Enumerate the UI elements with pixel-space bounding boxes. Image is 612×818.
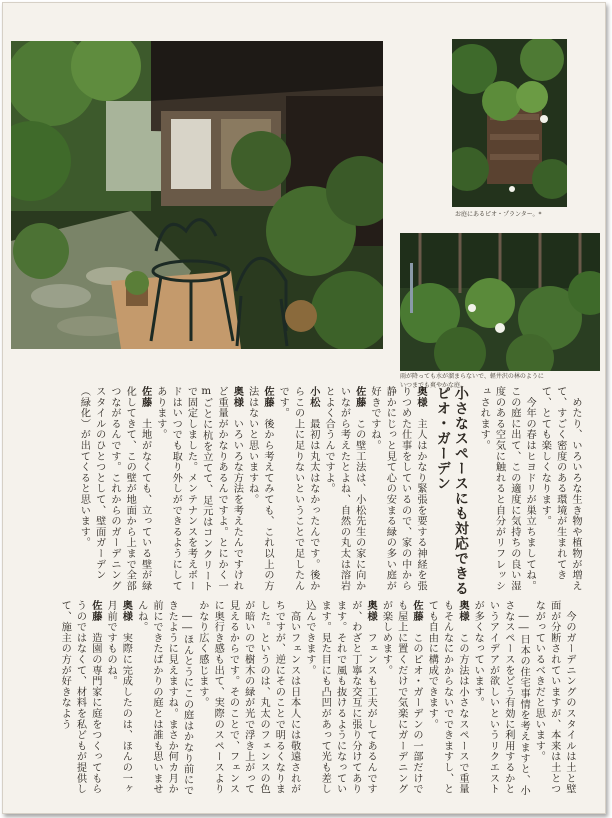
- paragraph: [195, 600, 302, 805]
- paragraph-text: このピオ・ガーデンの一部だけでも屋上に置くだけで気楽にガーデニングが楽しめます。: [380, 600, 423, 795]
- speaker-name: 奥様: [120, 600, 132, 622]
- paragraph: [103, 600, 134, 805]
- paragraph-text: いろいろな方法を考えたんですけれど重量がかなりあるんですよ。とにかく一mごとに杭を立てて、足元はコンクリートで固定しました。メンテナンスを考えボードはいつでも取り外しができるようにしてあります。: [154, 386, 243, 592]
- planter-caption: お庭にあるピオ・プランター。*: [455, 211, 542, 218]
- paragraph: [470, 600, 531, 805]
- yard-illustration: [400, 233, 600, 371]
- paragraph: [531, 600, 577, 805]
- paragraph-text: めたり、いろいろな生き物や植物が増えて、すごく密度のある環境が生まれてきて、とても楽しくなります。: [539, 386, 581, 592]
- garden-terrace-illustration: [11, 41, 383, 349]
- paragraph-text: ――日本の住宅事情を考えますと、小さなスペースをどう有効に利用するかというアイデアが欲しいというリクエストが多くなっています。: [472, 600, 530, 797]
- paragraph-text: 最初は丸太はなかったんです。後からこの上に足りないということで足したんです。: [277, 386, 319, 592]
- section-heading: 小さなスペースにも対応できるピオ・ガーデン: [434, 386, 469, 596]
- paragraph: [57, 600, 103, 805]
- speaker-name: 佐藤: [411, 600, 423, 622]
- paragraph: [153, 386, 245, 598]
- yard-caption-line-1: 雨が降っても水が溜まらないで、軽井沢の林のように: [400, 373, 544, 380]
- magazine-page: [2, 2, 606, 814]
- lower-text-column: [17, 600, 577, 805]
- paragraph-text: ――ほんとうにこの庭はかなり前にできたように見えますね。まさか何カ月か前にできたばかりの庭とは誰も思いませんね。: [135, 600, 193, 797]
- upper-text-column: [0, 386, 583, 598]
- paragraph: [133, 600, 194, 805]
- garden-yard-photo: [400, 233, 600, 371]
- yard-caption-line-2: いつまでも爽やかな庭。: [400, 382, 467, 389]
- speaker-name: 佐藤: [139, 386, 151, 408]
- garden-terrace-photo: [11, 41, 383, 349]
- paragraph-text: フェンスも工夫がしてあるんですが、わざと丁寧な交互に張り分けてあります。それで風も抜けるようになっています。見た目にも凸凹があって光も差し込んできます。: [303, 600, 377, 795]
- pio-planter-photo: [452, 39, 567, 207]
- paragraph: [378, 600, 424, 805]
- paragraph: [367, 386, 428, 598]
- speaker-name: 奥様: [456, 600, 468, 622]
- paragraph: [244, 386, 275, 598]
- paragraph-text: 今年の春はヒヨドリが巣立ちましてね。この庭に出て、この適度に気持ちの良い湿度のある空気に触れると自分がリフレッシュされます。: [478, 386, 536, 592]
- paragraph: [275, 386, 321, 598]
- paragraph-text: この壁工法は、小松先生の家に向かいながら考えたとよね、自然の丸太は溶岩とよく合うんですよ。: [323, 386, 365, 592]
- speaker-name: 佐藤: [353, 386, 365, 408]
- paragraph-text: 主人はかなり緊張を要する神経を張りつめた仕事をしているので、家の中から静かにじっと見て心の安まる緑の多い庭が好きですね。: [369, 386, 426, 592]
- speaker-name: 奥様: [414, 386, 426, 408]
- paragraph-text: 今のガーデニングのスタイルは土と壁面が分断されていますが、本来は土とつながっているべきだと思います。: [533, 600, 575, 795]
- speaker-name: 奥様: [231, 386, 243, 408]
- paragraph: [302, 600, 378, 805]
- paragraph-text: 高いフェンスは日本人には敬遠されがちですが、逆にそのことで明るくなりました。というのは、丸太のフェンスの色が暗いので樹木の緑が光で浮き上がって見えるからです。そのことで、フェンスに奥行き感も出て、実際のスペースよりかなり広く感じます。: [196, 600, 300, 795]
- paragraph: [321, 386, 367, 598]
- planter-illustration: [452, 39, 567, 207]
- speaker-name: 小松: [307, 386, 319, 408]
- paragraph-text: この方法は小さなスペースで重量もそんなにかからないでできますし、とても自由に構成できます。: [426, 600, 468, 795]
- paragraph: [76, 386, 152, 598]
- speaker-name: 佐藤: [261, 386, 273, 408]
- paragraph-text: 土地がなくても、立っている壁が緑化してきて、この壁が地面から上まで全部つながるんです。これからのガーデニングスタイルのひとつとして、壁面ガーデン（緑化）が出てくると思います。: [78, 386, 151, 592]
- paragraph: [476, 386, 537, 598]
- paragraph: [424, 600, 470, 805]
- paragraph-text: 後から考えてみても、これ以上の方法はないと思いますね。: [246, 386, 273, 592]
- paragraph-text: 実際に完成したのは、ほんの一ヶ月前ですものね。: [105, 600, 132, 795]
- paragraph-text: 造園の専門家に庭をつくってもらうのではなくて、材料を私どもが提供して、施主の方が好きなよう: [59, 600, 101, 795]
- speaker-name: 佐藤: [89, 600, 101, 622]
- paragraph: [537, 386, 583, 598]
- speaker-name: 奥様: [365, 600, 377, 622]
